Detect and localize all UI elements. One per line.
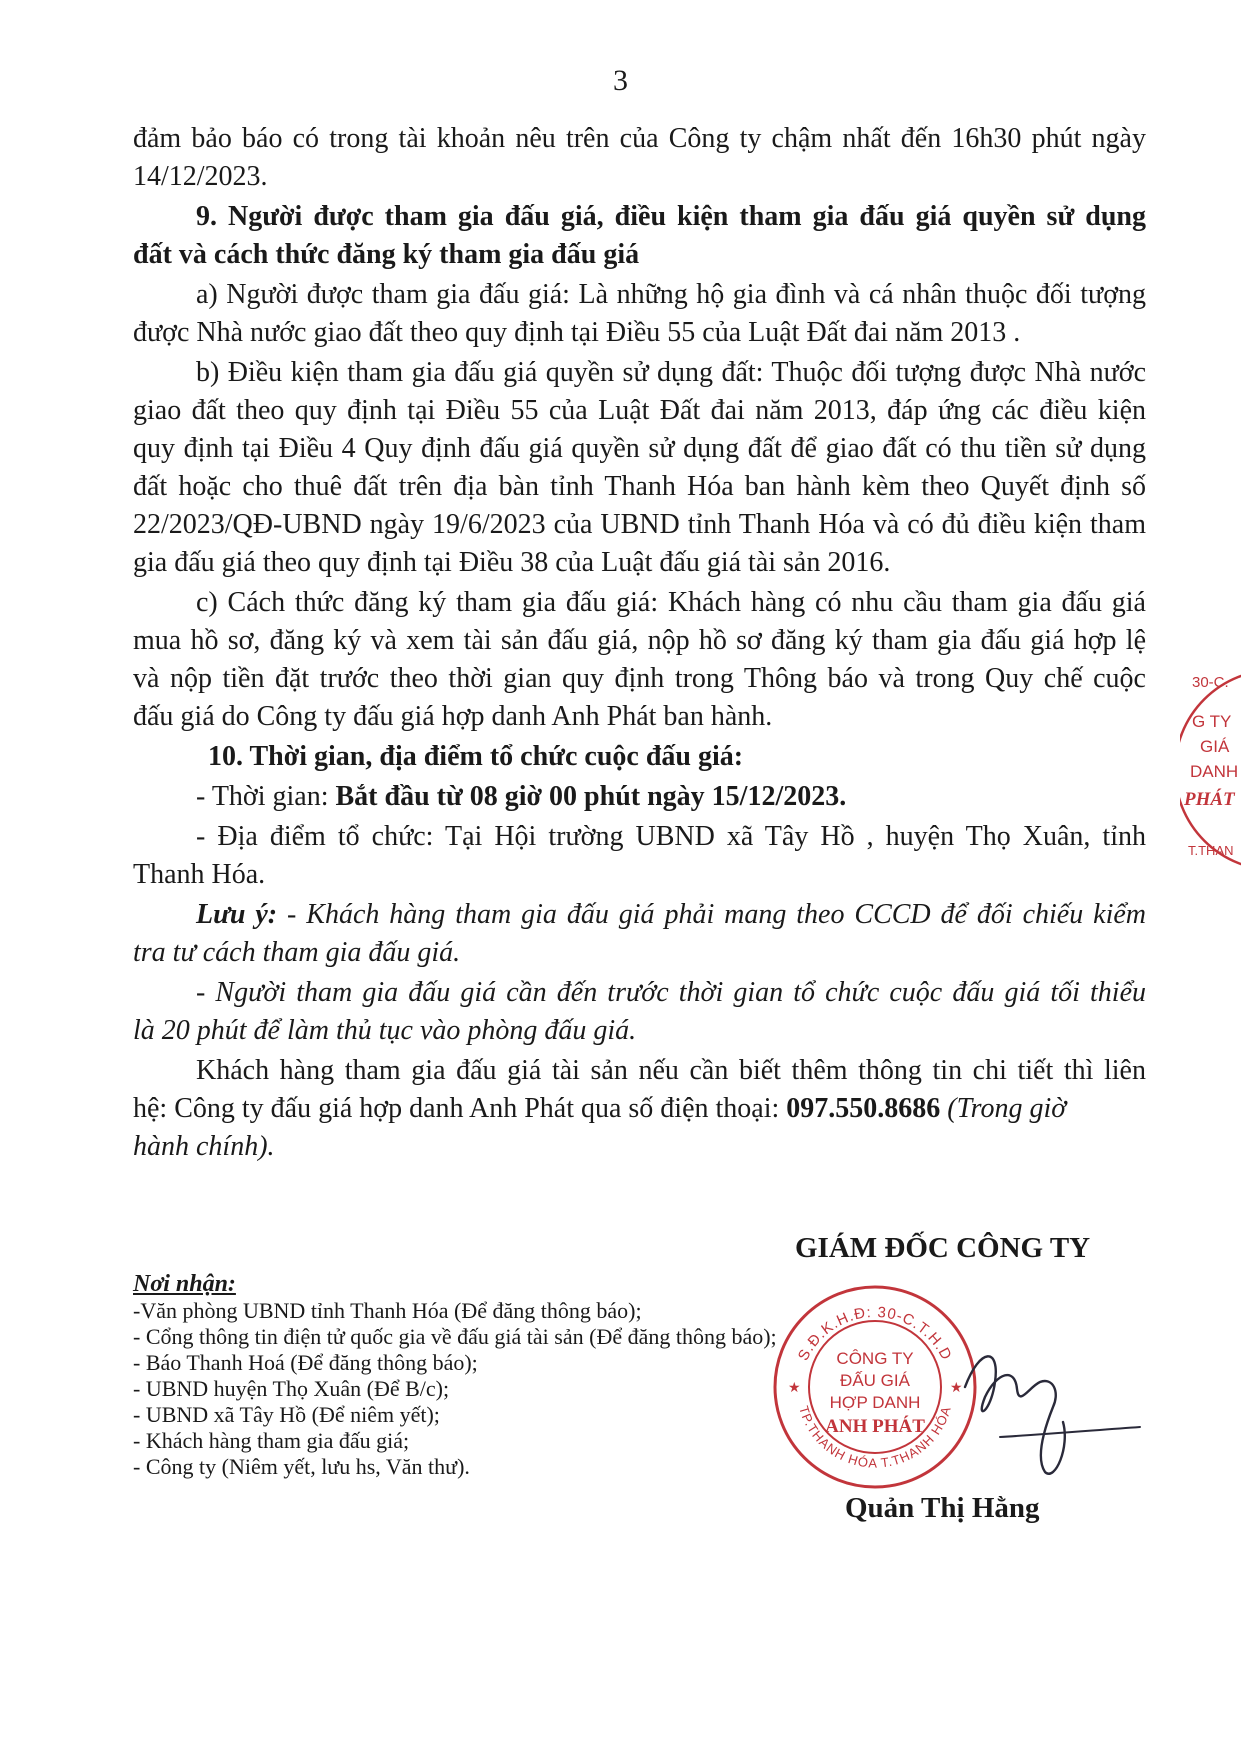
paragraph-line: c) Cách thức đăng ký tham gia đấu giá: Khách hàng có nhu cầu tham gia đấu giá — [196, 587, 1146, 618]
signature-title: GIÁM ĐỐC CÔNG TY — [795, 1232, 1091, 1264]
paragraph-line: đấu giá do Công ty đấu giá hợp danh Anh Phát ban hành. — [133, 701, 773, 732]
note-line: tra tư cách tham gia đấu giá. — [133, 937, 461, 968]
paragraph-line: đảm bảo báo có trong tài khoản nêu trên của Công ty chậm nhất đến 16h30 phút ngày — [133, 123, 1146, 154]
seal-center-line: CÔNG TY — [836, 1349, 914, 1368]
note-line: là 20 phút để làm thủ tục vào phòng đấu giá. — [133, 1015, 637, 1046]
list-item: - UBND huyện Thọ Xuân (Để B/c); — [133, 1376, 450, 1401]
edge-stamp-text: DANH — [1190, 762, 1239, 781]
contact-hours: (Trong giờ — [940, 1093, 1067, 1124]
paragraph-line: - Địa điểm tổ chức: Tại Hội trường UBND xã Tây Hồ , huyện Thọ Xuân, tỉnh — [196, 821, 1146, 852]
list-item: - Công ty (Niêm yết, lưu hs, Văn thư). — [133, 1454, 470, 1479]
paragraph-line: giao đất theo quy định tại Điều 55 của Luật Đất đai năm 2013, đáp ứng các điều kiện — [133, 395, 1146, 426]
section-10-title: 10. Thời gian, địa điểm tổ chức cuộc đấu giá: — [208, 741, 744, 772]
edge-stamp-text: T.THAN — [1188, 843, 1234, 858]
edge-stamp-text: G TY — [1192, 712, 1232, 731]
recipients-block — [133, 1270, 777, 1480]
paragraph-line: đất hoặc cho thuê đất trên địa bàn tỉnh Thanh Hóa ban hành kèm theo Quyết định số — [133, 471, 1146, 502]
paragraph-line: mua hồ sơ, đăng ký và xem tài sản đấu giá, nộp hồ sơ đăng ký tham gia đấu giá hợp lệ — [133, 625, 1146, 656]
list-item: - Báo Thanh Hoá (Để đăng thông báo); — [133, 1350, 478, 1375]
page-number: 3 — [613, 64, 628, 97]
edge-stamp-text: PHÁT — [1184, 789, 1235, 810]
paragraph-line: hành chính). — [133, 1131, 275, 1162]
recipients-title: Nơi nhận: — [133, 1271, 236, 1297]
note-text: - Khách hàng tham gia đấu giá phải mang theo CCCD để đối chiếu kiểm — [277, 899, 1147, 930]
paragraph-line: 14/12/2023. — [133, 161, 268, 192]
section-9-title-cont: đất và cách thức đăng ký tham gia đấu giá — [133, 239, 640, 270]
paragraph-line: Khách hàng tham gia đấu giá tài sản nếu cần biết thêm thông tin chi tiết thì liên — [196, 1055, 1146, 1086]
signer-name: Quản Thị Hằng — [845, 1492, 1040, 1524]
seal-star-icon: ★ — [950, 1380, 963, 1396]
note-line — [196, 896, 1146, 934]
section-9-title: 9. Người được tham gia đấu giá, điều kiện tham gia đấu giá quyền sử dụng — [196, 201, 1146, 232]
seal-star-icon: ★ — [788, 1380, 801, 1396]
auction-time — [196, 778, 1209, 816]
note-line: - Người tham gia đấu giá cần đến trước thời gian tổ chức cuộc đấu giá tối thiểu — [196, 977, 1146, 1008]
paragraph-line: b) Điều kiện tham gia đấu giá quyền sử dụng đất: Thuộc đối tượng được Nhà nước — [196, 357, 1146, 388]
seal-center-line: HỢP DANH — [829, 1393, 921, 1412]
contact-text: hệ: Công ty đấu giá hợp danh Anh Phát qua số điện thoại: — [133, 1093, 787, 1124]
seal-ring-bottom-text: TP.THANH HÓA T.THANH HÓA — [796, 1403, 954, 1471]
paragraph-line: Thanh Hóa. — [133, 859, 266, 890]
seal-center-line: ĐẤU GIÁ — [840, 1371, 910, 1390]
list-item: - UBND xã Tây Hồ (Để niêm yết); — [133, 1402, 440, 1427]
contact-line — [133, 1090, 1146, 1128]
paragraph-line: được Nhà nước giao đất theo quy định tại Điều 55 của Luật Đất đai năm 2013 . — [133, 317, 1021, 348]
handwritten-signature — [945, 1327, 1145, 1487]
edge-stamp-text: 30-C. — [1192, 674, 1229, 691]
seal-center-line: ANH PHÁT — [825, 1416, 925, 1437]
paragraph-line: 22/2023/QĐ-UBND ngày 19/6/2023 của UBND tỉnh Thanh Hóa và có đủ điều kiện tham — [133, 509, 1146, 540]
edge-stamp-fragment — [1180, 655, 1241, 885]
list-item: - Cổng thông tin điện tử quốc gia về đấu giá tài sản (Để đăng thông báo); — [133, 1324, 777, 1349]
seal-ring-text: S.Đ.K.H.Đ: 30-C.T.H.D — [794, 1303, 956, 1364]
edge-stamp-text: GIÁ — [1200, 737, 1230, 756]
auction-time-value: Bắt đầu từ 08 giờ 00 phút ngày 15/12/2023. — [335, 781, 847, 812]
paragraph-line: và nộp tiền đặt trước theo thời gian quy định trong Thông báo và trong Quy chế cuộc — [133, 663, 1146, 694]
auction-time-label: - Thời gian: — [196, 781, 336, 812]
list-item: - Khách hàng tham gia đấu giá; — [133, 1428, 410, 1453]
list-item: -Văn phòng UBND tỉnh Thanh Hóa (Để đăng thông báo); — [133, 1298, 642, 1323]
recipients-list — [133, 1298, 777, 1480]
contact-phone: 097.550.8686 — [786, 1093, 941, 1124]
note-label: Lưu ý: — [196, 899, 278, 930]
paragraph-line: gia đấu giá theo quy định tại Điều 38 của Luật đấu giá tài sản 2016. — [133, 547, 891, 578]
paragraph-line: quy định tại Điều 4 Quy định đấu giá quyền sử dụng đất để giao đất có thu tiền sử dụng — [133, 433, 1146, 464]
paragraph-line: a) Người được tham gia đấu giá: Là những hộ gia đình và cá nhân thuộc đối tượng — [196, 279, 1146, 310]
